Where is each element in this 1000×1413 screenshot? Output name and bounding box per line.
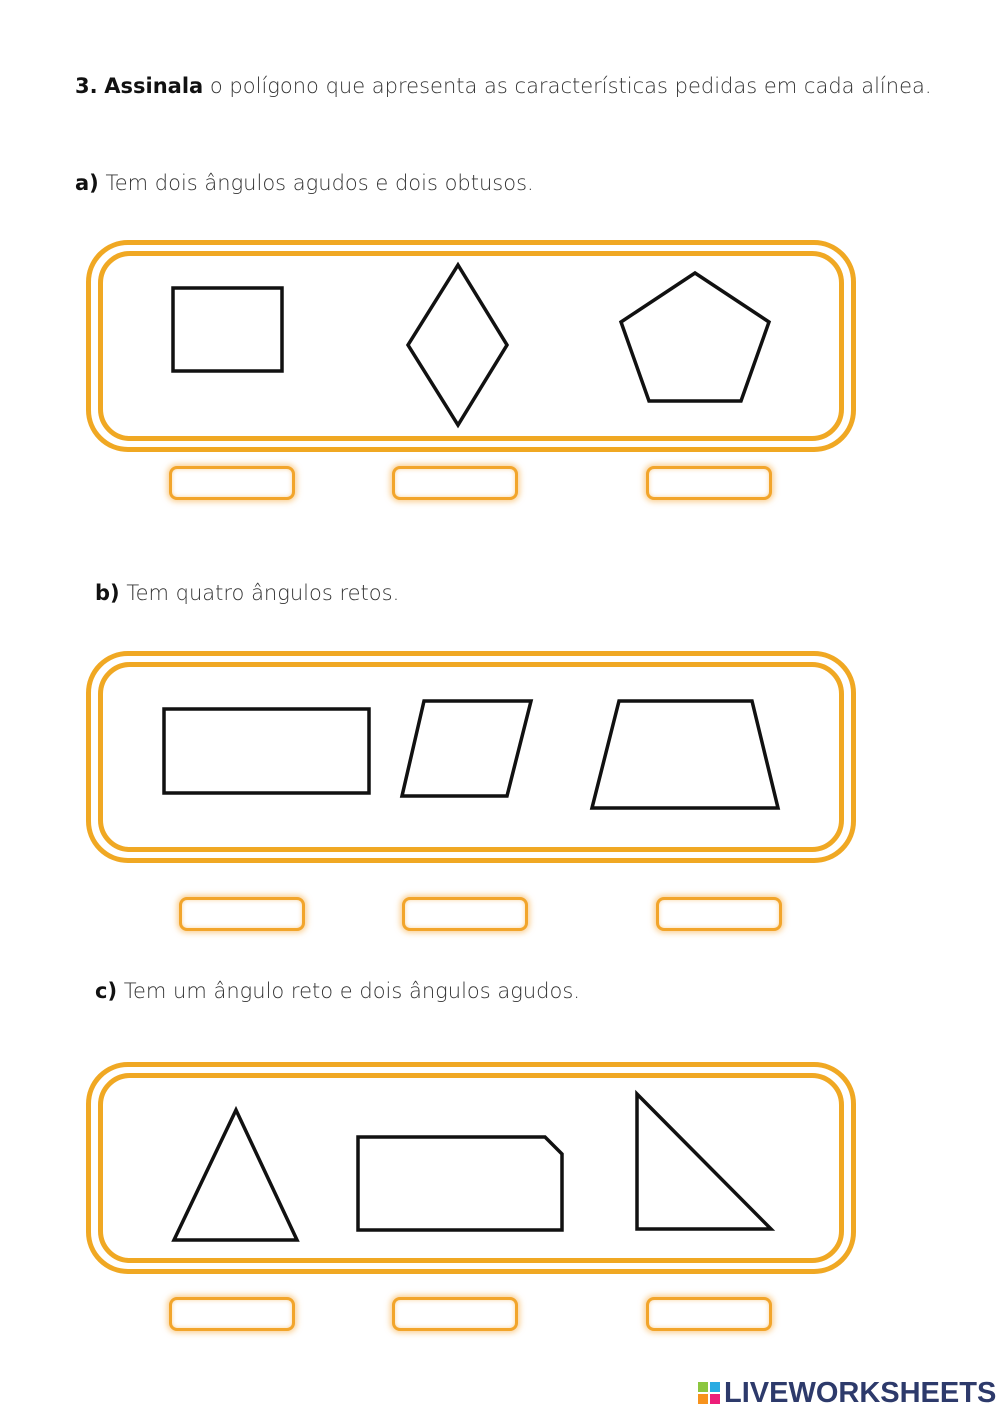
- item-a-letter: a): [75, 171, 99, 195]
- item-c-letter: c): [95, 979, 118, 1003]
- right-triangle-icon: [633, 1090, 776, 1234]
- item-b-answer-box-1[interactable]: [179, 897, 305, 931]
- item-c-answer-box-1[interactable]: [169, 1297, 295, 1331]
- logo-grid-icon: [698, 1382, 720, 1404]
- liveworksheets-logo: [698, 1376, 996, 1410]
- trapezoid-icon: [589, 698, 783, 812]
- item-c-answer-box-3[interactable]: [646, 1297, 772, 1331]
- item-b-prompt: [95, 581, 399, 605]
- item-b-text: Tem quatro ângulos retos.: [119, 581, 400, 605]
- rectangle-icon: [161, 706, 372, 796]
- instruction-text: [75, 74, 932, 98]
- item-a-answer-box-3[interactable]: [646, 466, 772, 500]
- parallelogram-icon: [399, 698, 535, 800]
- instruction-number: 3.: [75, 74, 98, 98]
- item-a-prompt: [75, 171, 534, 195]
- item-c-prompt: [95, 979, 580, 1003]
- rectangle-icon: [170, 285, 285, 375]
- item-b-answer-box-2[interactable]: [402, 897, 528, 931]
- item-a-answer-box-1[interactable]: [169, 466, 295, 500]
- rhombus-icon: [405, 262, 511, 429]
- pentagon-icon: [618, 270, 772, 404]
- item-c-text: Tem um ângulo reto e dois ângulos agudos.: [117, 979, 580, 1003]
- item-b-answer-box-3[interactable]: [656, 897, 782, 931]
- item-a-text: Tem dois ângulos agudos e dois obtusos.: [98, 171, 534, 195]
- isosceles-triangle-icon: [170, 1106, 302, 1244]
- item-a-answer-box-2[interactable]: [392, 466, 518, 500]
- instruction-rest: o polígono que apresenta as características pedidas em cada alínea.: [203, 74, 932, 98]
- brand-name: LIVEWORKSHEETS: [724, 1376, 997, 1409]
- cut-corner-rectangle-icon: [355, 1134, 566, 1234]
- instruction-verb: Assinala: [104, 74, 204, 98]
- item-b-letter: b): [95, 581, 120, 605]
- item-c-answer-box-2[interactable]: [392, 1297, 518, 1331]
